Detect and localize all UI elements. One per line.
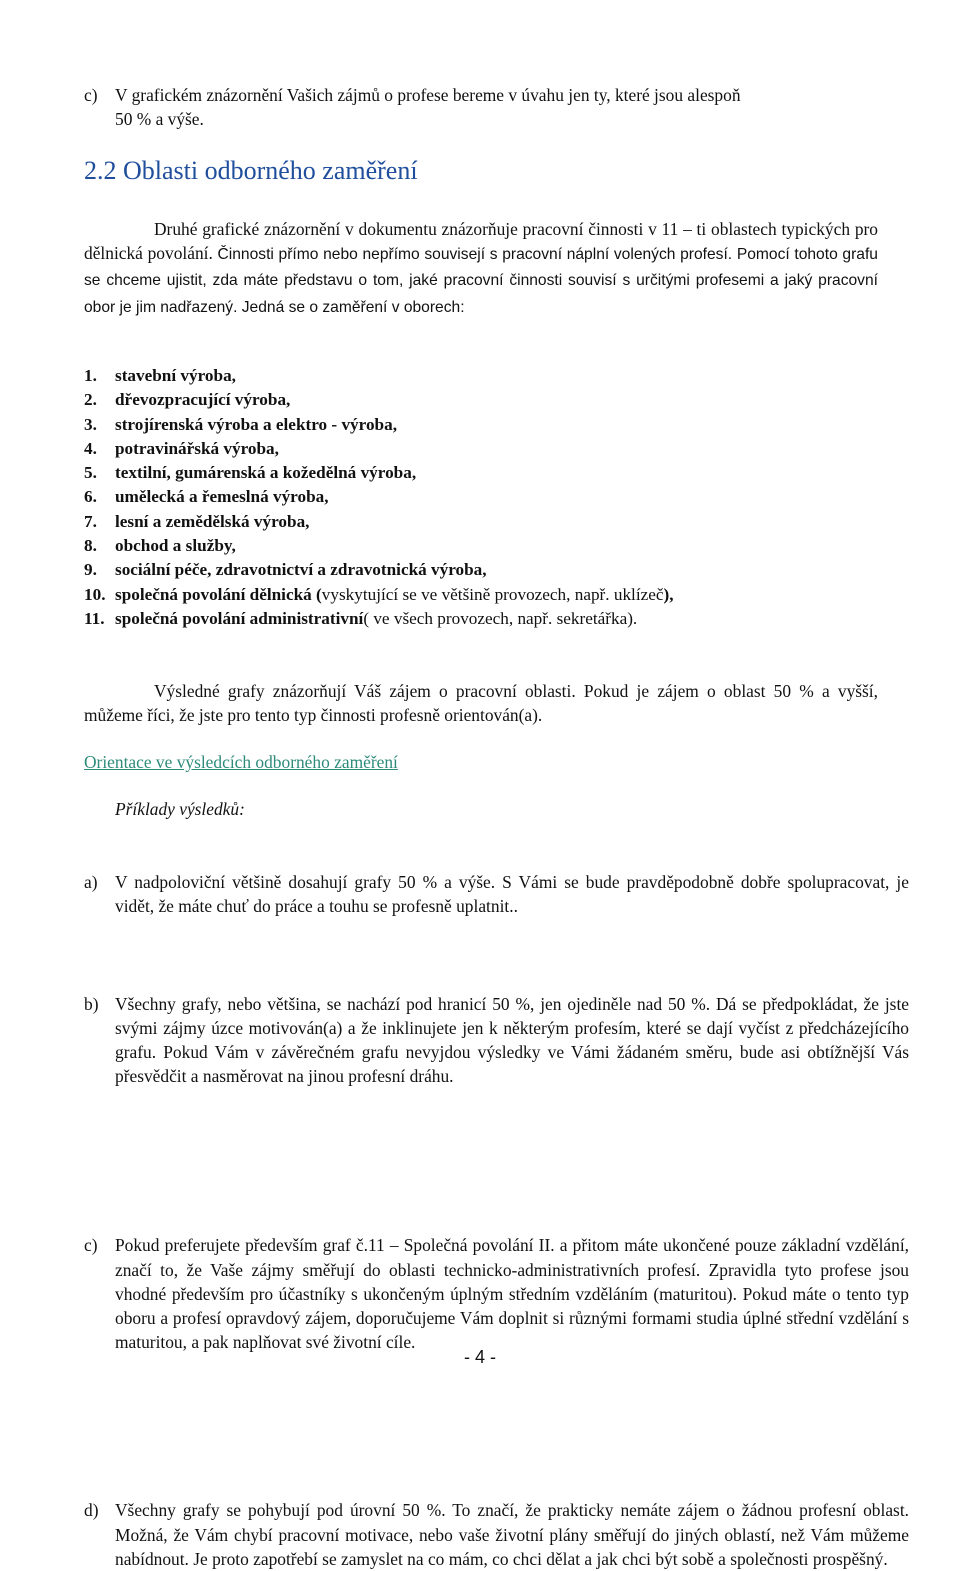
example-a-text: V nadpoloviční většině dosahují grafy 50 % a výše. S Vámi se bude pravděpodobně dobře spolupracovat, je vidět, že máte chuť do práce a touhu se profesně uplatnit.. xyxy=(115,872,909,917)
list-item-label: textilní, gumárenská a kožedělná výroba, xyxy=(115,463,417,483)
intro-item-c-line2: 50 % a výše. xyxy=(115,108,204,129)
list-item-label: obchod a služby, xyxy=(115,536,236,556)
list-item-label: stavební výroba, xyxy=(115,366,236,385)
list-item-number: 10. xyxy=(84,584,106,604)
intro-item-c xyxy=(84,84,909,131)
list-item-label: společná povolání administrativní xyxy=(115,608,364,628)
list-item xyxy=(84,583,878,607)
list-item xyxy=(84,485,878,509)
list-item-number: 3. xyxy=(84,414,97,434)
list-item-number: 5. xyxy=(84,463,97,483)
example-d-mark: d) xyxy=(84,1500,99,1521)
list-item-label: dřevozpracující výroba, xyxy=(115,390,291,410)
list-item xyxy=(84,534,878,558)
list-item-label: potravinářská výroba, xyxy=(115,438,279,458)
example-d xyxy=(84,1498,909,1571)
list-item-number: 6. xyxy=(84,487,97,507)
list-item-number: 8. xyxy=(84,536,97,556)
areas-list xyxy=(84,364,878,631)
list-item xyxy=(84,510,878,534)
list-item-label: strojírenská výroba a elektro - výroba, xyxy=(115,414,397,434)
list-item-number: 1. xyxy=(84,366,97,385)
example-a-mark: a) xyxy=(84,872,98,893)
list-item-note: vyskytující se ve většině provozech, např. uklízeč xyxy=(321,584,664,604)
list-item xyxy=(84,461,878,485)
list-item-number: 2. xyxy=(84,390,97,410)
list-item-number: 4. xyxy=(84,438,97,458)
example-a xyxy=(84,870,909,918)
list-item xyxy=(84,558,878,582)
orientation-heading: Orientace ve výsledcích odborného zaměření xyxy=(84,752,398,772)
list-item xyxy=(84,388,878,412)
list-item-tail: ), xyxy=(663,584,674,604)
results-paragraph xyxy=(84,679,878,727)
section-heading: 2.2 Oblasti odborného zaměření xyxy=(84,156,418,185)
list-item-note: ( ve všech provozech, např. sekretářka). xyxy=(363,608,638,628)
page-number: - 4 - xyxy=(463,1347,496,1367)
example-b-mark: b) xyxy=(84,993,99,1014)
results-text: Výsledné grafy znázorňují Váš zájem o pracovní oblasti. Pokud je zájem o oblast 50 % a vyšší, můžeme říci, že jste pro tento typ činnosti profesně orientován(a). xyxy=(84,681,878,726)
intro-item-c-mark: c) xyxy=(84,85,98,105)
example-b xyxy=(84,992,909,1089)
list-item-label: sociální péče, zdravotnictví a zdravotnická výroba, xyxy=(115,560,487,580)
example-b-text: Všechny grafy, nebo většina, se nachází pod hranicí 50 %, jen ojediněle nad 50 %. Dá se předpokládat, že jste svými zájmy úzce motivován(a) a že inklinujete jen k některým profesím, které se dají vyčíst z předcházejícího grafu. Pokud Vám v závěrečném grafu nevyjdou výsledky ve Vámi žádaném směru, bude asi obtížnější Vás přesvědčit a nasměrovat na jinou profesní dráhu. xyxy=(115,993,909,1087)
list-item xyxy=(84,607,878,631)
example-c-text: Pokud preferujete především graf č.11 – Společná povolání II. a přitom máte ukončené pouze základní vzdělání, značí to, že Vaše zájmy směřují do oblasti technicko-administrativních profesí. Zpravidla tyto profese jsou vhodné především pro účastníky s ukončeným úplným středním vzděláním (maturitou). Pokud máte o tento typ oboru a profesí opravdový zájem, doporučujeme Vám doplnit si různými formami studia úplné střední vzdělání s maturitou, a pak naplňovat své životní cíle. xyxy=(115,1235,909,1353)
paragraph-sans-1: Činnosti přímo nebo nepřímo souvisejí s pracovní náplní volených profesí. xyxy=(217,246,733,264)
list-item-label: umělecká a řemeslná výroba, xyxy=(115,487,329,507)
example-c xyxy=(84,1233,909,1354)
list-item-number: 11. xyxy=(84,608,105,628)
example-c-mark: c) xyxy=(84,1235,98,1256)
paragraph-sans-2: Pomocí tohoto grafu se chceme ujistit, zda máte představu o tom, jaké pracovní činnosti souvisí s určitými profesemi a jaký pracovní obor je jim nadřazený. Jedná se o zaměření v oborech: xyxy=(84,246,878,316)
list-item-number: 7. xyxy=(84,511,97,531)
examples-label: Příklady výsledků: xyxy=(115,799,245,819)
section-paragraph xyxy=(84,217,878,320)
document-page xyxy=(84,0,909,1569)
list-item xyxy=(84,364,878,388)
list-item xyxy=(84,437,878,461)
list-item xyxy=(84,413,878,437)
paragraph-lead: Druhé grafické znázornění v dokumentu znázorňuje pracovní činnosti v 11 – ti oblastech typických pro dělnická povolání. xyxy=(84,219,878,264)
intro-item-c-line1: V grafickém znázornění Vašich zájmů o profese bereme v úvahu jen ty, které jsou alespoň xyxy=(115,85,741,105)
example-d-text: Všechny grafy se pohybují pod úrovní 50 %. To značí, že prakticky nemáte zájem o žádnou profesní oblast. Možná, že Vám chybí pracovní motivace, nebo vaše životní plány směřují do jiných oblastí, než Vám můžeme nabídnout. Je proto zapotřebí se zamyslet na co mám, co chci dělat a jak chci být sobě a společnosti prospěšný. xyxy=(115,1500,909,1569)
list-item-number: 9. xyxy=(84,560,97,580)
list-item-label: společná povolání dělnická ( xyxy=(115,584,322,604)
list-item-label: lesní a zemědělská výroba, xyxy=(115,511,310,531)
